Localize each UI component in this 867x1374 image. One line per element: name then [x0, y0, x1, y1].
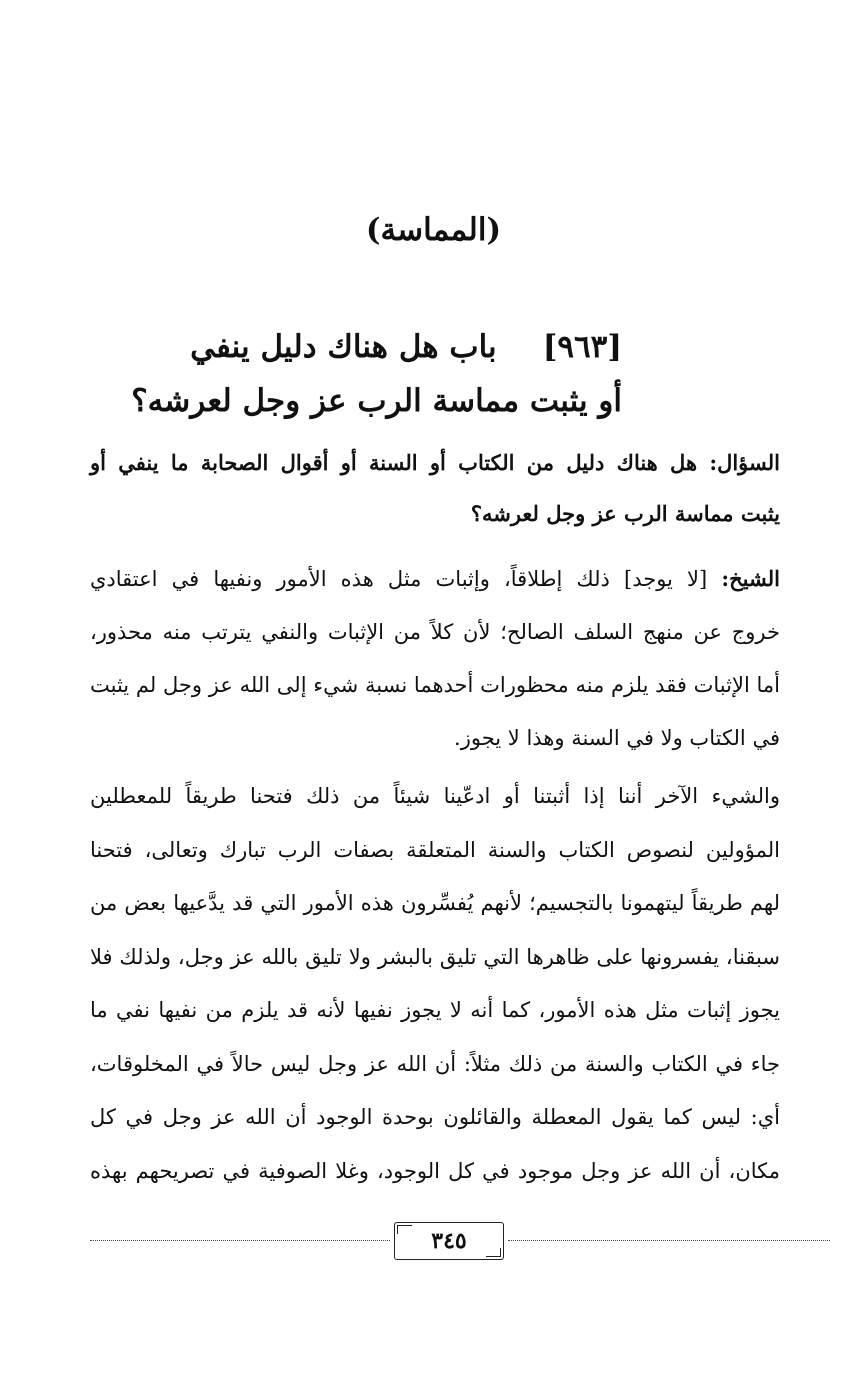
chapter-number: [٩٦٣] [542, 329, 622, 365]
answer-paragraph [90, 552, 780, 765]
footer-rule-right [508, 1240, 830, 1241]
paragraph-line: أي: ليس كما يقول المعطلة والقائلون بوحدة الوجود أن الله عز وجل في كل [90, 1105, 780, 1129]
section-title: (المماسة) [365, 212, 502, 248]
paragraph-line: جاء في الكتاب والسنة من ذلك مثلاً: أن الله عز وجل ليس حالاً في المخلوقات، [90, 1051, 780, 1076]
paragraph-line: المؤولين لنصوص الكتاب والسنة المتعلقة بصفات الرب تبارك وتعالى، فتحنا [90, 837, 780, 862]
question-paragraph [90, 437, 780, 539]
paragraph-line: يجوز إثبات مثل هذه الأمور، كما أنه لا يجوز نفيها لأنه قد يلزم من نفيها نفي ما [90, 998, 780, 1022]
chapter-title-line-2: أو يثبت مماسة الرب عز وجل لعرشه؟ [131, 383, 622, 419]
paragraph-line: لهم طريقاً ليتهمونا بالتجسيم؛ لأنهم يُفسِّرون هذه الأمور التي قد يدَّعيها بعض من [90, 891, 780, 915]
answer-label: الشيخ: [721, 566, 780, 591]
question-line: السؤال: هل هناك دليل من الكتاب أو السنة أو أقوال الصحابة ما ينفي أو [90, 450, 780, 475]
paragraph-line: والشيء الآخر أننا إذا أثبتنا أو ادعّينا شيئاً من ذلك فتحنا طريقاً للمعطلين [90, 784, 780, 808]
paragraph-line: مكان، أن الله عز وجل موجود في كل الوجود، وغلا الصوفية في تصريحهم بهذه [90, 1158, 780, 1183]
answer-line-text: [لا يوجد] ذلك إطلاقاً، وإثبات مثل هذه الأمور ونفيها في اعتقادي [90, 567, 708, 591]
question-line: يثبت مماسة الرب عز وجل لعرشه؟ [470, 501, 780, 526]
footer-rule-left [90, 1240, 390, 1241]
answer-line [90, 552, 780, 606]
chapter-title-line-1: باب هل هناك دليل ينفي [190, 329, 497, 365]
page-number-frame [394, 1222, 504, 1260]
answer-line: خروج عن منهج السلف الصالح؛ لأن كلاً من الإثبات والنفي يترتب منه محذور، [90, 620, 780, 644]
paragraph-line: سبقنا، يفسرونها على ظاهرها التي تليق بالبشر ولا تليق بالله عز وجل، ولذلك فلا [90, 944, 780, 969]
second-paragraph [90, 770, 780, 1198]
page-number: ٣٤٥ [431, 1228, 467, 1254]
chapter-heading-line-1 [102, 320, 622, 374]
answer-line: في الكتاب ولا في السنة وهذا لا يجوز. [454, 726, 780, 750]
answer-line: أما الإثبات فقد يلزم منه محظورات أحدهما نسبة شيء إلى الله عز وجل لم يثبت [90, 673, 780, 697]
chapter-heading [102, 320, 622, 428]
